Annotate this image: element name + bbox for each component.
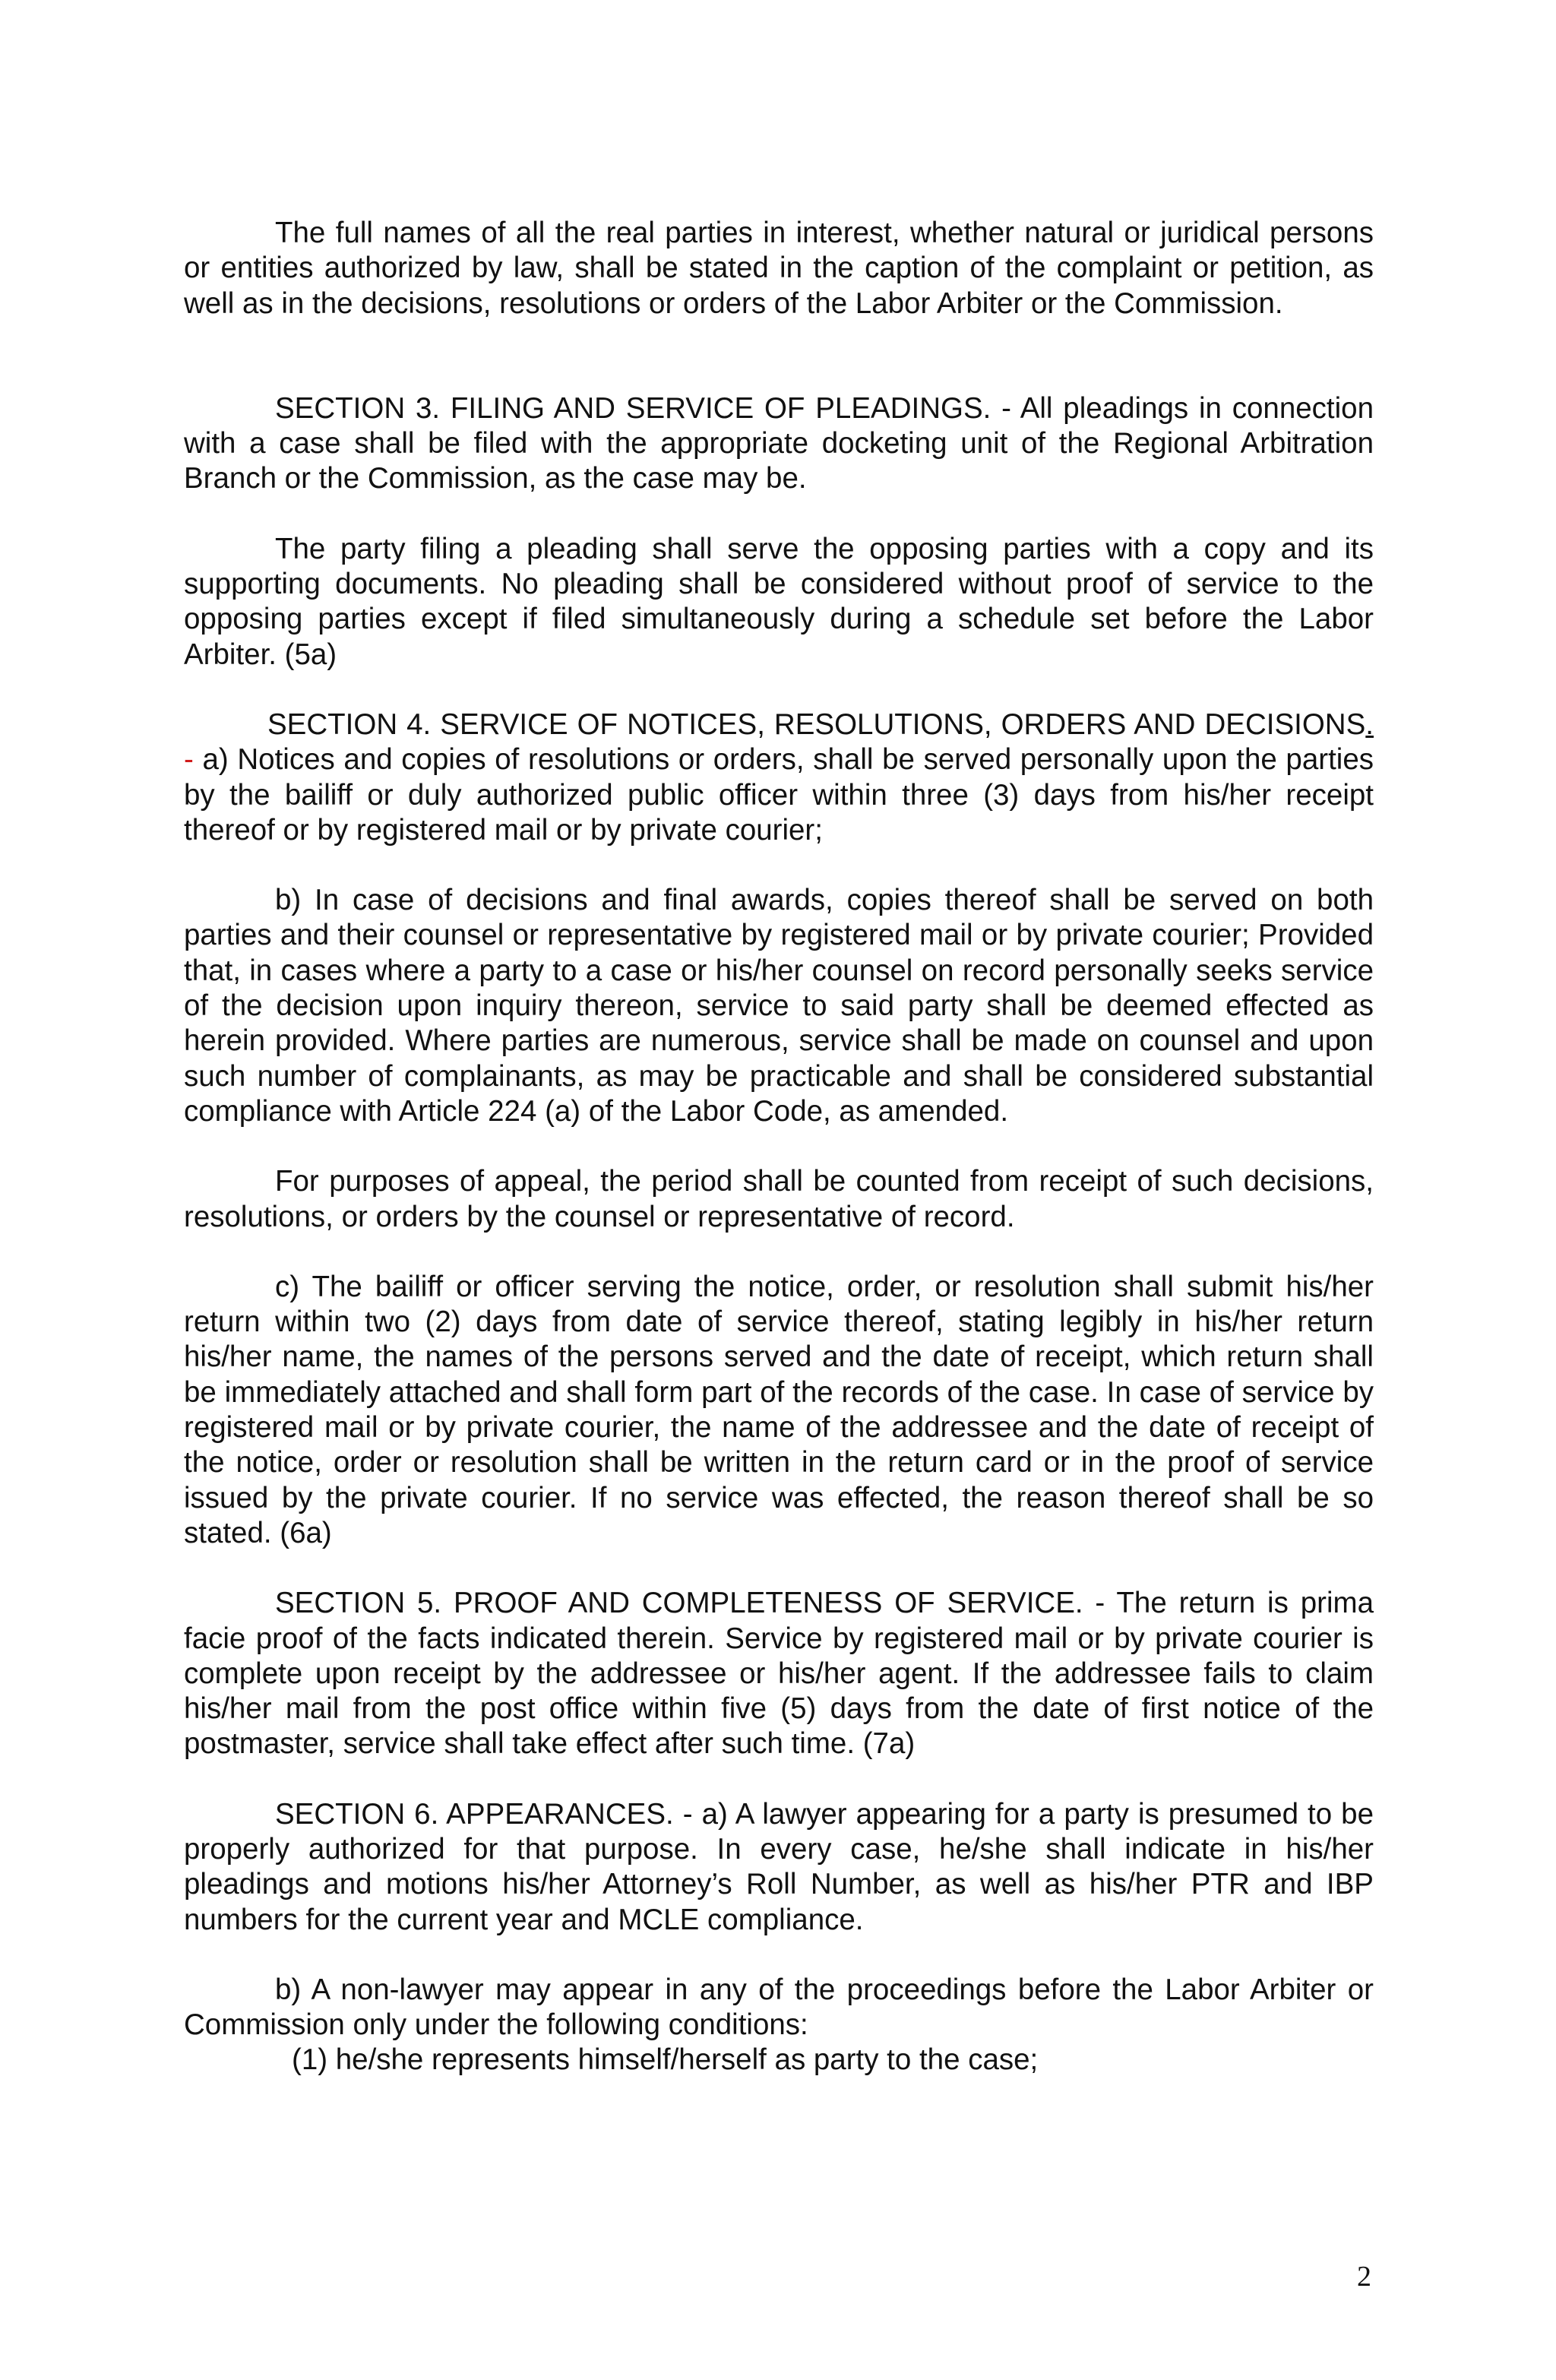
section-4-underlined-period: . bbox=[1365, 707, 1374, 741]
section-4-service-of-notices bbox=[184, 707, 1374, 848]
paragraph-purposes-of-appeal: For purposes of appeal, the period shall be counted from receipt of such decisions, resolutions, or orders by the counsel or representative of record. bbox=[184, 1165, 1374, 1233]
paragraph-decisions-final-awards: b) In case of decisions and final awards, copies thereof shall be served on both parties and their counsel or representative by registered mail or by private courier; Provided that, in cases where a party to a case or his/her counsel on record personally seeks service of the decision upon inquiry thereon, service to said party shall be deemed effected as herein provided. Where parties are numerous, service shall be made on counsel and upon such number of complainants, as may be practicable and shall be considered substantial compliance with Article 224 (a) of the Labor Code, as amended. bbox=[184, 884, 1374, 1128]
paragraph-non-lawyer-conditions: b) A non-lawyer may appear in any of the proceedings before the Labor Arbiter or Commission only under the following conditions: bbox=[184, 1973, 1374, 2042]
section-6-appearances: SECTION 6. APPEARANCES. - a) A lawyer appearing for a party is presumed to be properly authorized for that purpose. In every case, he/she shall indicate in his/her pleadings and motions his/her Attorney’s Roll Number, as well as his/her PTR and IBP numbers for the current year and MCLE compliance. bbox=[184, 1797, 1374, 1936]
section-3-filing-and-service: SECTION 3. FILING AND SERVICE OF PLEADINGS. - All pleadings in connection with a case shall be filed with the appropriate docketing unit of the Regional Arbitration Branch or the Commission, as the case may be. bbox=[184, 391, 1374, 495]
list-item-condition-1: (1) he/she represents himself/herself as party to the case; bbox=[292, 2043, 1039, 2077]
section-4-body: a) Notices and copies of resolutions or orders, shall be served personally upon the parties by the bailiff or duly authorized public officer within three (3) days from his/her receipt thereof or by registered mail or by private courier; bbox=[184, 743, 1374, 847]
page-number: 2 bbox=[1357, 2261, 1371, 2293]
section-5-proof-of-service: SECTION 5. PROOF AND COMPLETENESS OF SERVICE. - The return is prima facie proof of the facts indicated therein. Service by registered mail or by private courier is complete upon receipt by the addressee or his/her agent. If the addressee fails to claim his/her mail from the post office within five (5) days from the date of first notice of the postmaster, service shall take effect after such time. (7a) bbox=[184, 1587, 1374, 1761]
paragraph-party-filing-pleading: The party filing a pleading shall serve the opposing parties with a copy and its supporting documents. No pleading shall be considered without proof of service to the opposing parties except if filed simultaneously during a schedule set before the Labor Arbiter. (5a) bbox=[184, 532, 1374, 671]
document-page bbox=[184, 216, 1374, 2078]
paragraph-real-parties: The full names of all the real parties in interest, whether natural or juridical persons or entities authorized by law, shall be stated in the caption of the complaint or petition, as well as in the decisions, resolutions or orders of the Labor Arbiter or the Commission. bbox=[184, 217, 1374, 320]
section-4-heading: SECTION 4. SERVICE OF NOTICES, RESOLUTIONS, ORDERS AND DECISIONS bbox=[267, 707, 1366, 741]
paragraph-bailiff-return: c) The bailiff or officer serving the notice, order, or resolution shall submit his/her return within two (2) days from date of service thereof, stating legibly in his/her return his/her name, the names of the persons served and the date of receipt, which return shall be immediately attached and shall form part of the records of the case. In case of service by registered mail or by private courier, the name of the addressee and the date of receipt of the notice, order or resolution shall be written in the return card or in the proof of service issued by the private courier. If no service was effected, the reason thereof shall be so stated. (6a) bbox=[184, 1270, 1374, 1549]
section-4-red-dash: - bbox=[184, 743, 203, 777]
